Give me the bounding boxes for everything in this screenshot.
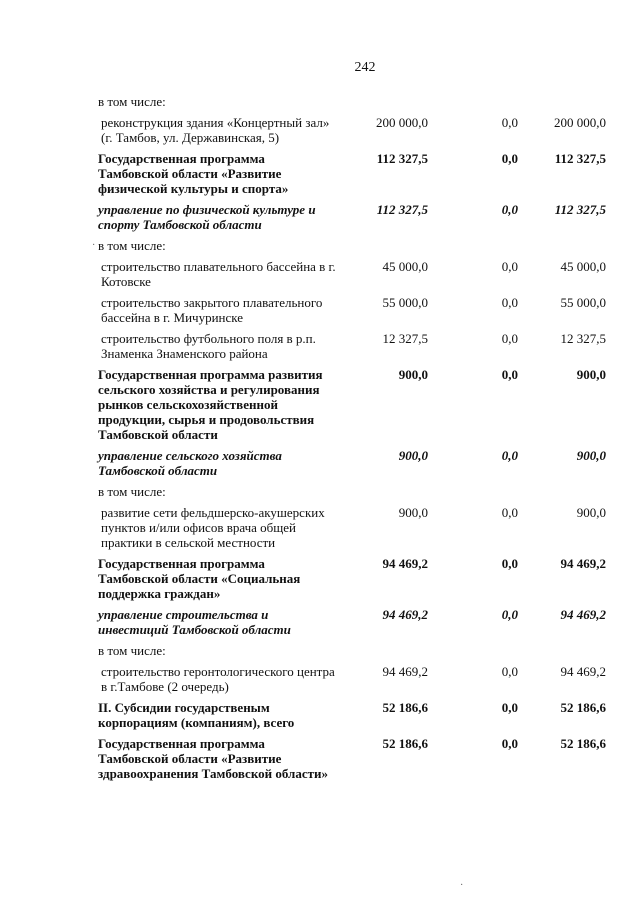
scan-speck: · <box>460 880 464 891</box>
scan-speck: · <box>92 240 96 251</box>
amount-secondary: 0,0 <box>501 556 518 571</box>
row-label: строительство геронтологического центра в г.Тамбове (2 очередь) <box>101 664 335 694</box>
row-label: в том числе: <box>98 238 166 253</box>
amount-total: 900,0 <box>398 505 428 520</box>
amount-final: 900,0 <box>576 505 606 520</box>
row-label: Государственная программа Тамбовской области «Развитие здравоохранения Тамбовской области» <box>98 736 328 781</box>
row-label: реконструкция здания «Концертный зал» (г. Тамбов, ул. Державинская, 5) <box>101 115 330 145</box>
section-row <box>98 736 608 781</box>
amount-secondary: 0,0 <box>501 331 518 346</box>
amount-final: 52 186,6 <box>560 736 606 751</box>
amount-final: 900,0 <box>576 448 606 463</box>
amount-secondary: 0,0 <box>501 736 518 751</box>
table-row <box>98 505 608 550</box>
amount-total: 52 186,6 <box>382 736 428 751</box>
section-row <box>98 202 608 232</box>
amount-total: 52 186,6 <box>382 700 428 715</box>
amount-secondary: 0,0 <box>501 700 518 715</box>
amount-total: 94 469,2 <box>382 607 428 622</box>
page-number: 242 <box>354 60 376 75</box>
amount-total: 900,0 <box>398 367 428 382</box>
amount-total: 112 327,5 <box>376 202 428 217</box>
row-label: управление по физической культуре и спорту Тамбовской области <box>98 202 316 232</box>
amount-total: 94 469,2 <box>382 664 428 679</box>
section-row <box>98 151 608 196</box>
subheading-row <box>98 643 608 658</box>
table-row <box>98 331 608 361</box>
amount-total: 12 327,5 <box>382 331 428 346</box>
section-row <box>98 367 608 442</box>
amount-final: 94 469,2 <box>560 556 606 571</box>
table-row <box>98 664 608 694</box>
amount-final: 112 327,5 <box>554 151 606 166</box>
section-row <box>98 556 608 601</box>
row-label: в том числе: <box>98 484 166 499</box>
amount-final: 55 000,0 <box>560 295 606 310</box>
section-row <box>98 700 608 730</box>
section-row <box>98 448 608 478</box>
amount-final: 52 186,6 <box>560 700 606 715</box>
amount-final: 45 000,0 <box>560 259 606 274</box>
row-label: строительство футбольного поля в р.п. Знаменка Знаменского района <box>101 331 316 361</box>
subheading-row <box>98 94 608 109</box>
amount-secondary: 0,0 <box>501 664 518 679</box>
row-label: в том числе: <box>98 94 166 109</box>
amount-secondary: 0,0 <box>501 448 518 463</box>
amount-final: 12 327,5 <box>560 331 606 346</box>
row-label: развитие сети фельдшерско-акушерских пунктов и/или офисов врача общей практики в сельской местности <box>101 505 325 550</box>
amount-secondary: 0,0 <box>501 505 518 520</box>
amount-secondary: 0,0 <box>501 151 518 166</box>
amount-final: 200 000,0 <box>554 115 606 130</box>
subheading-row <box>98 484 608 499</box>
row-label: II. Субсидии государственым корпорациям (компаниям), всего <box>98 700 295 730</box>
row-label: строительство закрытого плавательного бассейна в г. Мичуринске <box>101 295 323 325</box>
table-row <box>98 115 608 145</box>
budget-table <box>98 94 608 787</box>
amount-total: 900,0 <box>398 448 428 463</box>
amount-secondary: 0,0 <box>501 367 518 382</box>
row-label: Государственная программа Тамбовской области «Развитие физической культуры и спорта» <box>98 151 289 196</box>
row-label: строительство плавательного бассейна в г. Котовске <box>101 259 336 289</box>
amount-total: 55 000,0 <box>382 295 428 310</box>
row-label: в том числе: <box>98 643 166 658</box>
amount-secondary: 0,0 <box>501 607 518 622</box>
subheading-row <box>98 238 608 253</box>
amount-secondary: 0,0 <box>501 259 518 274</box>
amount-total: 200 000,0 <box>376 115 428 130</box>
amount-secondary: 0,0 <box>501 295 518 310</box>
row-label: Государственная программа развития сельского хозяйства и регулирования рынков сельскохозяйственной продукции, сырья и продовольствия Тамбовской области <box>98 367 323 442</box>
section-row <box>98 607 608 637</box>
amount-total: 94 469,2 <box>382 556 428 571</box>
amount-final: 900,0 <box>576 367 606 382</box>
amount-secondary: 0,0 <box>501 115 518 130</box>
amount-final: 112 327,5 <box>554 202 606 217</box>
row-label: управление сельского хозяйства Тамбовской области <box>98 448 282 478</box>
table-row <box>98 295 608 325</box>
table-row <box>98 259 608 289</box>
amount-total: 45 000,0 <box>382 259 428 274</box>
row-label: Государственная программа Тамбовской области «Социальная поддержка граждан» <box>98 556 301 601</box>
amount-total: 112 327,5 <box>376 151 428 166</box>
row-label: управление строительства и инвестиций Тамбовской области <box>98 607 291 637</box>
amount-secondary: 0,0 <box>501 202 518 217</box>
amount-final: 94 469,2 <box>560 607 606 622</box>
amount-final: 94 469,2 <box>560 664 606 679</box>
